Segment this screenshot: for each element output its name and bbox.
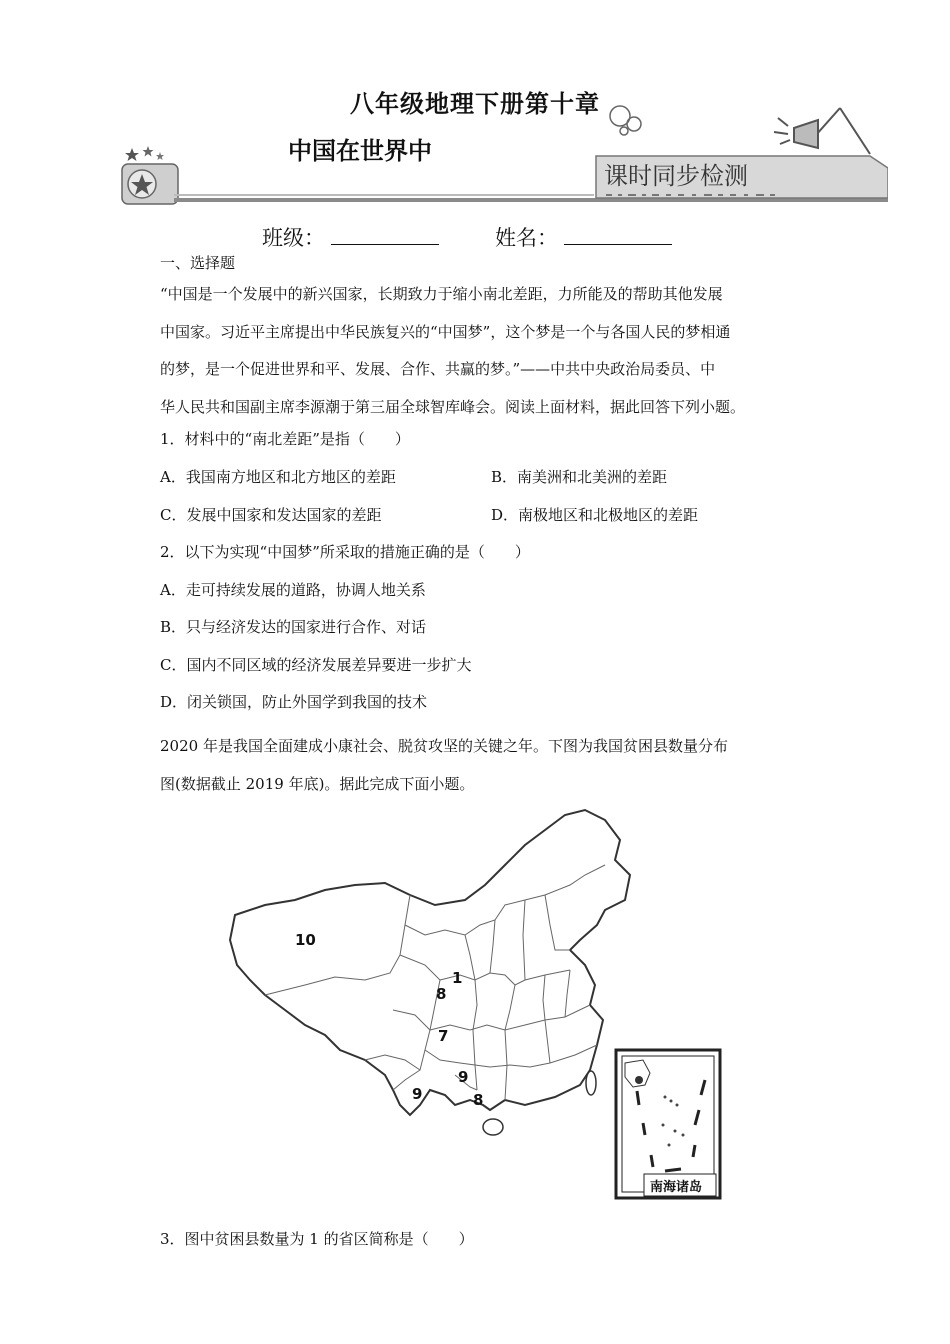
china-poverty-map xyxy=(225,805,725,1205)
map-label-ningxia: 1 xyxy=(452,969,463,987)
section-heading: 一、选择题 xyxy=(160,254,236,272)
question-1-option-a[interactable]: A．我国南方地区和北方地区的差距 xyxy=(160,468,396,486)
map-label-guangxi: 8 xyxy=(473,1091,484,1109)
reading-passage-2 xyxy=(160,728,800,803)
class-blank[interactable] xyxy=(331,224,439,245)
passage-line: 华人民共和国副主席李源潮于第三届全球智库峰会。阅读上面材料，据此回答下列小题。 xyxy=(160,397,746,416)
question-2-option-d[interactable]: D．闭关锁国，防止外国学到我国的技术 xyxy=(160,693,428,711)
map-label-guizhou: 9 xyxy=(458,1068,469,1086)
document-subtitle: 中国在世界中 xyxy=(288,136,432,165)
name-blank[interactable] xyxy=(564,224,672,245)
question-1-option-d[interactable]: D．南极地区和北极地区的差距 xyxy=(491,506,699,524)
passage-line: 的梦，是一个促进世界和平、发展、合作、共赢的梦。”——中共中央政治局委员、中 xyxy=(160,360,716,378)
south-china-sea-inset xyxy=(616,1050,720,1198)
hainan-island xyxy=(483,1119,503,1135)
passage-line: 中国家。习近平主席提出中华民族复兴的“中国梦”，这个梦是一个与各国人民的梦相通 xyxy=(160,322,731,341)
passage-line: 图(数据截止 2019 年底)。据此完成下面小题。 xyxy=(160,774,475,793)
name-label: 姓名： xyxy=(495,226,558,250)
map-label-gansu: 8 xyxy=(436,985,447,1003)
question-3-stem: 3．图中贫困县数量为 1 的省区简称是（ ） xyxy=(160,1230,474,1248)
question-2-option-c[interactable]: C．国内不同区域的经济发展差异要进一步扩大 xyxy=(160,656,472,674)
passage-line: “中国是一个发展中的新兴国家，长期致力于缩小南北差距，力所能及的帮助其他发展 xyxy=(160,285,723,303)
document-title: 八年级地理下册第十章 xyxy=(350,89,600,118)
map-label-xinjiang: 10 xyxy=(295,931,316,949)
student-info-fields xyxy=(262,222,672,252)
map-label-sichuan: 7 xyxy=(438,1027,449,1045)
inset-label: 南海诸岛 xyxy=(650,1180,703,1195)
star-badge-icon xyxy=(122,146,178,204)
class-label: 班级： xyxy=(262,226,325,250)
taiwan-island xyxy=(586,1071,596,1095)
question-1-option-b[interactable]: B．南美洲和北美洲的差距 xyxy=(491,468,668,486)
question-1-option-c[interactable]: C．发展中国家和发达国家的差距 xyxy=(160,506,382,524)
map-label-yunnan: 9 xyxy=(412,1085,423,1103)
china-outline xyxy=(230,810,630,1115)
question-2-option-a[interactable]: A．走可持续发展的道路，协调人地关系 xyxy=(160,581,426,599)
badge-text: 课时同步检测 xyxy=(604,162,748,190)
question-1-stem: 1．材料中的“南北差距”是指（ ） xyxy=(160,430,410,448)
question-2-stem: 2．以下为实现“中国梦”所采取的措施正确的是（ ） xyxy=(160,543,530,561)
passage-line: 2020 年是我国全面建成小康社会、脱贫攻坚的关键之年。下图为我国贫困县数量分布 xyxy=(160,737,728,755)
question-2-option-b[interactable]: B．只与经济发达的国家进行合作、对话 xyxy=(160,618,427,636)
reading-passage-1 xyxy=(160,276,800,426)
